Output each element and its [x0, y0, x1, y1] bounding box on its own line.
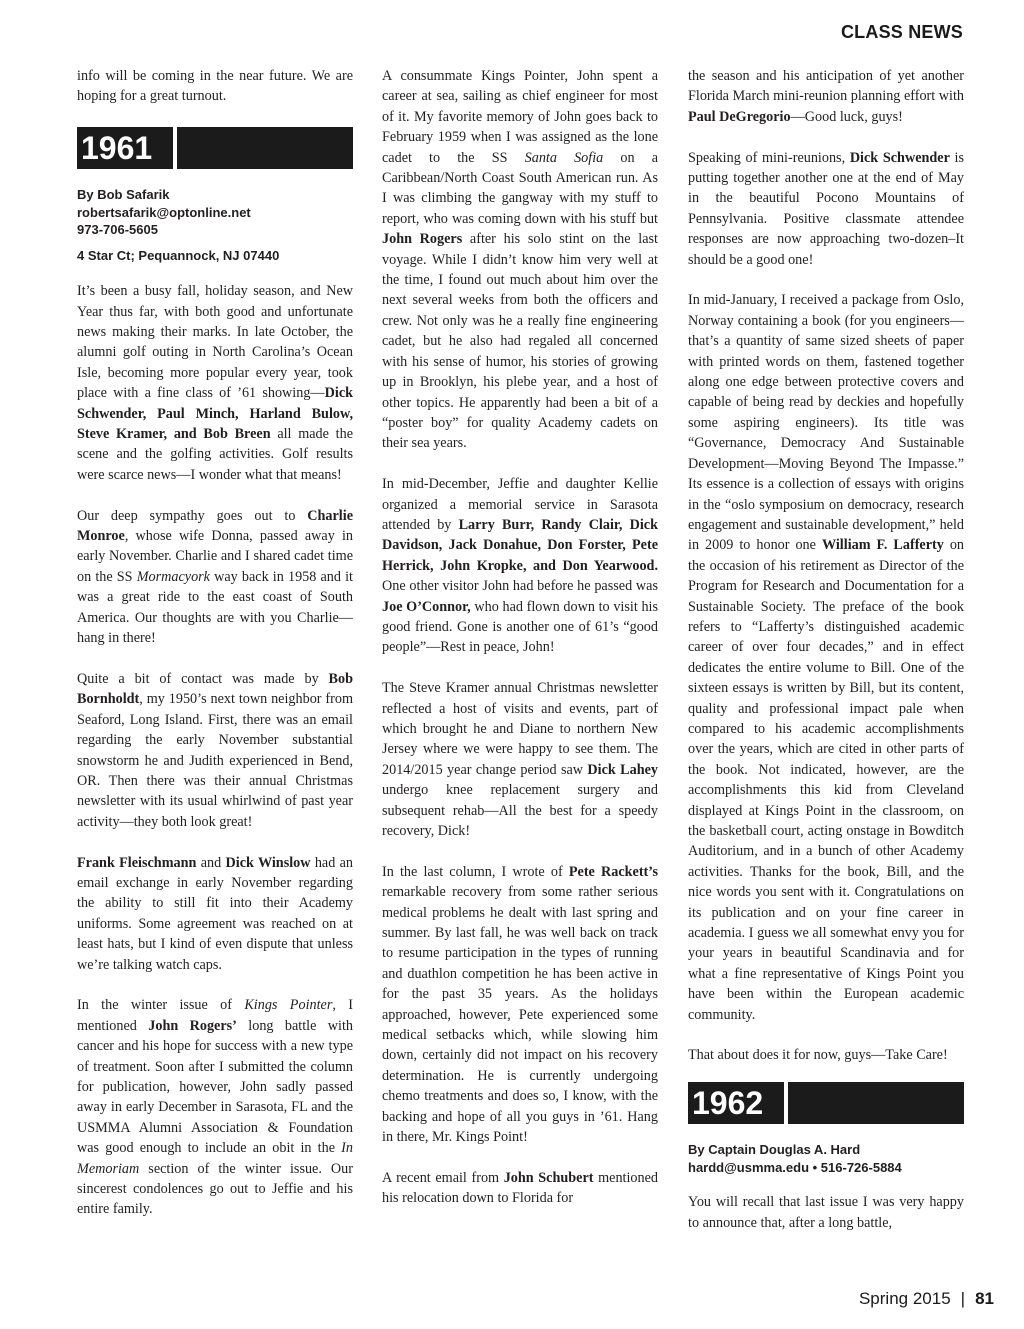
paragraph: the season and his anticipation of yet another Florida March mini-reunion planning effort with Paul DeGregorio—Good luck, guys! [688, 68, 964, 125]
page-footer [859, 1289, 994, 1309]
byline-address: 4 Star Ct; Pequannock, NJ 07440 [77, 247, 280, 263]
paragraph: A consummate Kings Pointer, John spent a career at sea, sailing as chief engineer for most of it. My favorite memory of John goes back to February 1959 when I was assigned as the lone cadet to the SS Santa Sofia on a Caribbean/North Coast South American run. As I was climbing the gangway with my stuff to report, who was coming down with his stuff but John Rogers after his solo stint on the last voyage. While I didn’t know him very well at the time, I found out much about him over the next several weeks from both the officers and crew. Not only was he a really fine engineering cadet, but he also had regaled all concerned with his sense of humor, his stories of growing up in Brooklyn, his plebe year, and a host of other topics. He apparently had been a bit of a “poster boy” for quality Academy cadets on their sea years. [382, 68, 659, 452]
byline-phone: 973-706-5605 [77, 222, 158, 238]
footer-separator: | [960, 1289, 966, 1308]
paragraph: In the last column, I wrote of Pete Rackett’s remarkable recovery from some rather serious medical problems he dealt with last spring and summer. By last fall, he was well back on track to resume participation in the types of running and duathlon competition he has been active in for the past 35 years. As the holidays approached, however, Pete experienced some medical setbacks which, while slowing him down, certainly did not impact on his recovery determination. He is currently undergoing chemo treatments and does so, I know, with the backing and hope of all you guys in ’61. Hang in there, Mr. Kings Point! [382, 863, 658, 1146]
byline-contact: hardd@usmma.edu • 516-726-5884 [688, 1159, 902, 1175]
paragraph: That about does it for now, guys—Take Care! [688, 1047, 948, 1064]
page-number: 81 [975, 1289, 994, 1308]
paragraph: A recent email from John Schubert mentioned his relocation down to Florida for [382, 1169, 658, 1207]
year-banner-1961 [77, 127, 353, 169]
year-banner-1962 [688, 1082, 964, 1124]
paragraph: Quite a bit of contact was made by Bob Bornholdt, my 1950’s next town neighbor from Seaford, Long Island. First, there was an email regarding the early November substantial snowstorm he and Judith experienced in Bend, OR. Then there was their annual Christmas newsletter with its usual whirlwind of past year activity—they both look great! [77, 670, 353, 830]
paragraph: info will be coming in the near future. We are hoping for a great turnout. [77, 68, 353, 105]
section-title: CLASS NEWS [840, 22, 963, 42]
byline-author: By Bob Safarik [77, 187, 170, 203]
paragraph: It’s been a busy fall, holiday season, and New Year thus far, with both good and unfortunate news making their marks. In late October, the alumni golf outing in North Carolina’s Ocean Isle, becoming more popular every year, took place with a fine class of ’61 showing—Dick Schwender, Paul Minch, Harland Bulow, Steve Kramer, and Bob Breen all made the scene and the golfing activities. Golf results were scarce news—I wonder what that means! [77, 283, 353, 483]
byline-1962 [688, 1141, 964, 1176]
issue-label: Spring 2015 [858, 1289, 951, 1308]
paragraph: Our deep sympathy goes out to Charlie Monroe, whose wife Donna, passed away in early November. Charlie and I shared cadet time on the SS Mormacyork way back in 1958 and it was a great ride to the east coast of South America. Our thoughts are with you Charlie—hang in there! [77, 507, 353, 647]
column-3 [688, 66, 964, 1253]
year-label: 1962 [688, 1082, 784, 1124]
byline-1961 [77, 186, 353, 264]
column-2 [382, 66, 658, 1229]
paragraph: Speaking of mini-reunions, Dick Schwender is putting together another one at the end of May in the beautiful Pocono Mountains of Pennsylvania. Positive classmate attendee responses are now approaching two-dozen–It should be a good one! [688, 149, 965, 268]
byline-email: robertsafarik@optonline.net [77, 204, 251, 220]
paragraph: The Steve Kramer annual Christmas newsletter reflected a host of visits and events, part of which brought he and Diane to northern New Jersey where we were happy to see them. The 2014/2015 year change period saw Dick Lahey undergo knee replacement surgery and subsequent rehab—All the best for a speedy recovery, Dick! [382, 680, 658, 839]
column-1 [77, 66, 353, 1240]
paragraph: You will recall that last issue I was very happy to announce that, after a long battle, [688, 1194, 964, 1231]
paragraph: In mid-January, I received a package from Oslo, Norway containing a book (for you engineers—that’s a quantity of same sized sheets of paper with printed words on them, fastened together along one edge between protective covers and capable of being read by deckies and hopefully some aspiring engineers). Its title was “Governance, Democracy And Sustainable Development—Moving Beyond The Impasse.” Its essence is a collection of essays with origins in the “oslo symposium on democracy, research engagement and sustainable development,” held in 2009 to honor one William F. Lafferty on the occasion of his retirement as Director of the Program for Research and Documentation for a Sustainable Society. The preface of the book refers to “Lafferty’s distinguished academic career of over four decades,” and in effect dedicates the entire volume to Bill. One of the sixteen essays is written by Bill, but its content, quality and professional impact pale when compared to his academic accomplishments over the years, which are cited in other parts of the book. Not indicated, however, are the accomplishments this kid from Cleveland displayed at Kings Point in the classroom, on the basketball court, acting onstage in Bowditch Auditorium, and in a bunch of other Academy activities. Thanks for the book, Bill, and the nice words you sent with it. Congratulations on its publication and on your fine career in academia. I guess we all somewhat envy you for your years in beautiful Scandinavia and for what a fine representative of Kings Point you have been within the European academic community. [688, 292, 965, 1023]
paragraph: In mid-December, Jeffie and daughter Kellie organized a memorial service in Sarasota attended by Larry Burr, Randy Clair, Dick Davidson, Jack Donahue, Don Forster, Pete Herrick, John Kropke, and Don Yearwood. One other visitor John had before he passed was Joe O’Connor, who had flown down to visit his good friend. Gone is another one of 61’s “good people”—Rest in peace, John! [382, 476, 659, 656]
year-label: 1961 [77, 127, 173, 169]
paragraph: Frank Fleischmann and Dick Winslow had an email exchange in early November regarding the ability to still fit into their Academy uniforms. Some agreement was reached on at least hats, but I kind of even dispute that unless we’re talking watch caps. [77, 854, 354, 973]
paragraph: In the winter issue of Kings Pointer, I mentioned John Rogers’ long battle with cancer and his hope for success with a new type of treatment. Soon after I submitted the column for publication, however, John sadly passed away in early December in Sarasota, FL and the USMMA Alumni Association & Foundation was good enough to include an obit in the In Memoriam section of the winter issue. Our sincerest condolences go out to Jeffie and his entire family. [77, 997, 353, 1218]
byline-author: By Captain Douglas A. Hard [688, 1142, 861, 1158]
